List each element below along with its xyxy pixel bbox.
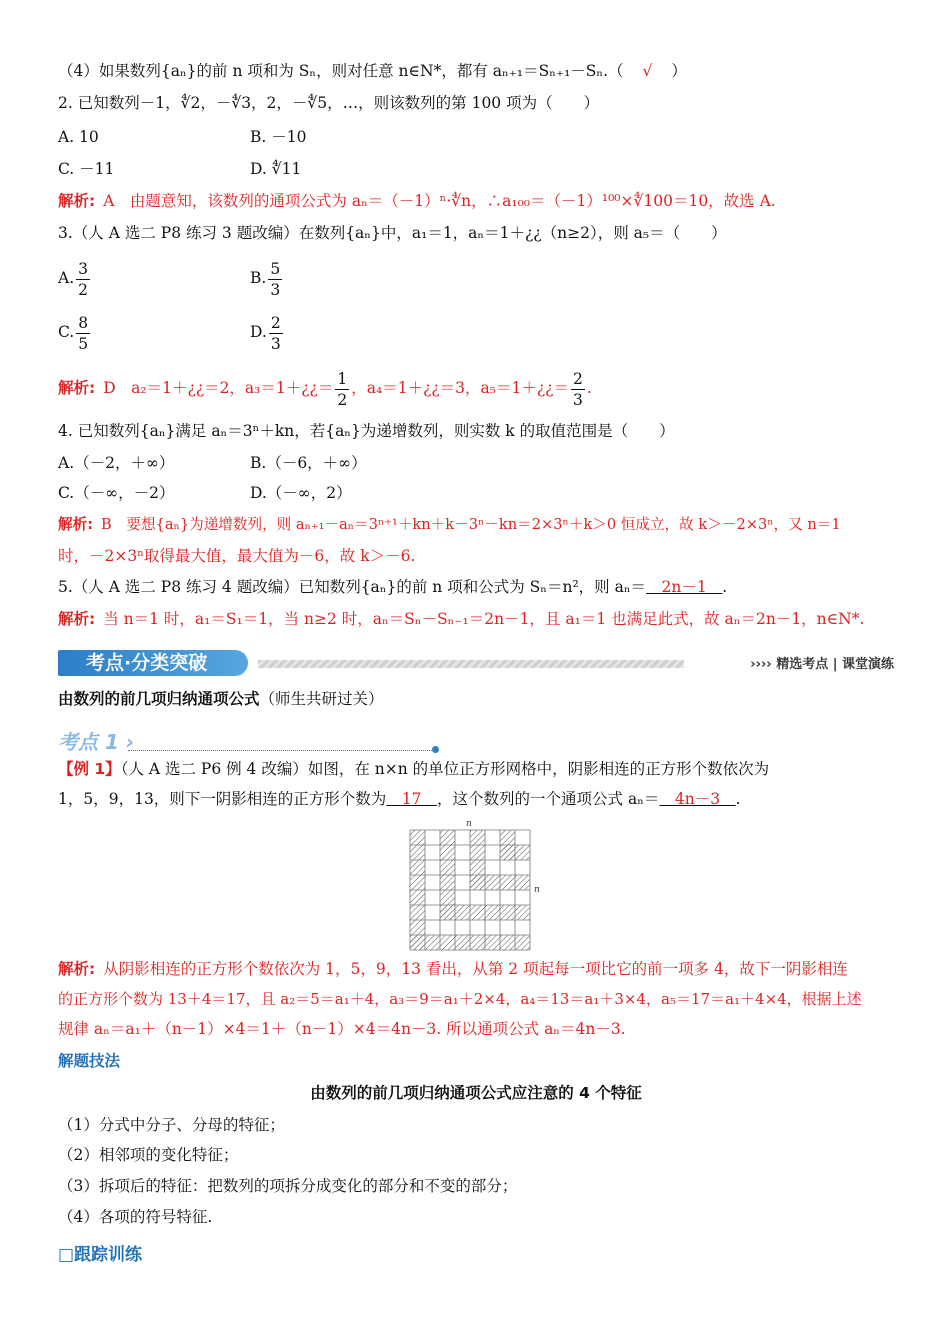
- method-item-2: （2）相邻项的变化特征；: [58, 1146, 239, 1164]
- shaded-cell: [410, 860, 425, 875]
- q3-option-d: D. $\frac{2}{3}$: [250, 313, 281, 353]
- shaded-cell: [455, 905, 470, 920]
- q-prev-4-answer: √: [642, 62, 653, 80]
- shaded-cell: [485, 905, 500, 920]
- method-item-1: （1）分式中分子、分母的特征；: [58, 1116, 285, 1134]
- q2-option-c: C. －11: [58, 160, 115, 178]
- q-prev-4-close: ）: [671, 62, 687, 80]
- shaded-cell: [410, 905, 425, 920]
- section-banner: [58, 648, 894, 680]
- q5-answer: 2n－1: [646, 578, 723, 596]
- method-heading: 解题技法: [58, 1052, 121, 1070]
- q2-stem: 2. 已知数列－1，∜2，－∜3，2，－∜5，…，则该数列的第 100 项为（ ）: [58, 94, 600, 112]
- shaded-cell: [515, 905, 530, 920]
- q4-stem: 4. 已知数列{aₙ}满足 aₙ＝3ⁿ＋kn，若{aₙ}为递增数列，则实数 k 的取值范围是（ ）: [58, 422, 675, 440]
- ex1-line2: 1，5，9，13，则下一阴影相连的正方形个数为 17 ，这个数列的一个通项公式 aₙ＝ 4n－3 .: [58, 790, 741, 808]
- q4-options-row1: [58, 452, 894, 474]
- q3-option-b: B. $\frac{5}{3}$: [250, 259, 281, 299]
- q2-options-row2: [58, 158, 894, 180]
- topic-line: [58, 688, 894, 710]
- shaded-cell: [500, 845, 515, 860]
- section-right-label: ›››› 精选考点 | 课堂演练: [750, 657, 894, 672]
- shaded-cell: [470, 830, 485, 845]
- q4-option-a: A.（－2，＋∞）: [58, 454, 175, 472]
- q4-solution-line1: [58, 514, 894, 536]
- shaded-cell: [410, 830, 425, 845]
- ex1-solution-line2: 的正方形个数为 13＋4＝17，且 a₂＝5＝a₁＋4，a₃＝9＝a₁＋2×4，a₄＝13＝a₁＋3×4，a₅＝17＝a₁＋4×4，根据上述: [58, 990, 862, 1008]
- shaded-cell: [440, 875, 455, 890]
- q4-solution-text1: B 要想{aₙ}为递增数列，则 aₙ₊₁－aₙ＝3ⁿ⁺¹＋kn＋k－3ⁿ－kn＝2×3ⁿ＋k＞0 恒成立，故 k＞－2×3ⁿ，又 n＝1: [101, 516, 841, 533]
- shaded-cell: [455, 935, 470, 950]
- ex1-blank1: 17: [386, 790, 438, 808]
- q2-options-row1: [58, 126, 894, 148]
- shaded-cell: [500, 830, 515, 845]
- ex1-solution-line1: 解析: 从阴影相连的正方形个数依次为 1，5，9，13 看出，从第 2 项起每一项比它的前一项多 4，故下一阴影相连: [58, 960, 848, 978]
- kaodian-dot: [432, 746, 439, 753]
- shaded-cell: [440, 905, 455, 920]
- q4-option-c: C.（－∞，－2）: [58, 484, 175, 502]
- q2-option-d: D. ∜11: [250, 160, 302, 178]
- grid-label-top: n: [466, 819, 472, 829]
- kaodian-title: 考点 1 ›: [58, 730, 135, 754]
- shaded-cell: [470, 845, 485, 860]
- shaded-cell: [440, 845, 455, 860]
- shaded-cell: [410, 920, 425, 935]
- ex1-blank2: 4n－3: [659, 790, 736, 808]
- q4-options-row2: [58, 482, 894, 504]
- q4-solution-line2: 时，－2×3ⁿ取得最大值，最大值为－6，故 k＞－6.: [58, 547, 416, 565]
- q4-solution-label: 解析:: [58, 516, 94, 533]
- shaded-cell: [485, 875, 500, 890]
- q4-option-d: D.（－∞，2）: [250, 484, 352, 502]
- track-training-heading: □跟踪训练: [58, 1245, 143, 1265]
- ex1-solution-line3: 规律 aₙ＝a₁＋（n－1）×4＝1＋（n－1）×4＝4n－3. 所以通项公式 aₙ＝4n－3.: [58, 1020, 626, 1038]
- q5-solution: [58, 608, 894, 630]
- shaded-cell: [500, 875, 515, 890]
- q-prev-4: [58, 60, 894, 82]
- kaodian-header: [58, 726, 438, 754]
- shaded-cell: [440, 935, 455, 950]
- shaded-cell: [470, 905, 485, 920]
- q5-solution-label: 解析:: [58, 610, 96, 628]
- q3-options-row2: [58, 312, 894, 354]
- shaded-cell: [470, 935, 485, 950]
- shaded-cell: [470, 875, 485, 890]
- shaded-cell: [500, 935, 515, 950]
- shaded-cell: [410, 935, 425, 950]
- shaded-cell: [515, 935, 530, 950]
- shaded-cell: [470, 860, 485, 875]
- q5-stem: 5.（人 A 选二 P8 练习 4 题改编）已知数列{aₙ}的前 n 项和公式为 Sₙ＝n²，则 aₙ＝ 2n－1 .: [58, 578, 728, 596]
- q2-solution-text: A 由题意知，该数列的通项公式为 aₙ＝（－1）ⁿ·∜n，∴a₁₀₀＝（－1）¹⁰⁰×∜100＝10，故选 A.: [103, 192, 776, 210]
- shaded-cell: [440, 890, 455, 905]
- q3-option-a: A. $\frac{3}{2}$: [58, 259, 88, 299]
- q4-option-b: B.（－6，＋∞）: [250, 454, 367, 472]
- q5-solution-text: 当 n＝1 时，a₁＝S₁＝1，当 n≥2 时，aₙ＝Sₙ－Sₙ₋₁＝2n－1，且 a₁＝1 也满足此式，故 aₙ＝2n－1，n∈N*.: [103, 610, 865, 628]
- q-prev-4-text: （4）如果数列{aₙ}的前 n 项和为 Sₙ，则对任意 n∈N*，都有 aₙ₊₁＝Sₙ₊₁－Sₙ.（: [58, 62, 624, 80]
- shaded-grid-figure: [408, 814, 548, 954]
- q3-solution: 解析: D a₂＝1＋¿¿＝2，a₃＝1＋¿¿＝ $\frac{1}{2}$ ，a₄＝1＋¿¿＝3，a₅＝1＋¿¿＝ $\frac{2}{3}$ .: [58, 369, 592, 409]
- shaded-cell: [515, 875, 530, 890]
- shaded-cell: [485, 935, 500, 950]
- shaded-cell: [440, 830, 455, 845]
- q2-option-b: B. －10: [250, 128, 307, 146]
- section-title: 考点·分类突破: [86, 652, 208, 674]
- method-item-4: （4）各项的符号特征.: [58, 1208, 213, 1226]
- topic-title: 由数列的前几项归纳通项公式: [58, 690, 260, 708]
- shaded-cell: [515, 845, 530, 860]
- shaded-cell: [425, 935, 440, 950]
- q2-option-a: A. 10: [58, 128, 99, 146]
- q3-stem: 3.（人 A 选二 P8 练习 3 题改编）在数列{aₙ}中，a₁＝1，aₙ＝1＋¿¿（n≥2），则 a₅＝（ ）: [58, 224, 727, 242]
- shaded-cell: [410, 890, 425, 905]
- section-bar: [258, 660, 684, 668]
- method-title: 由数列的前几项归纳通项公式应注意的 4 个特征: [310, 1084, 642, 1102]
- grid-label-right: n: [534, 885, 540, 895]
- kaodian-line: [128, 750, 436, 751]
- q3-option-c: C. $\frac{8}{5}$: [58, 313, 89, 353]
- ex1-line1: 【例 1】（人 A 选二 P6 例 4 改编）如图，在 n×n 的单位正方形网格中，阴影相连的正方形个数依次为: [58, 760, 770, 778]
- ex1-solution-label: 解析:: [58, 960, 96, 978]
- shaded-cell: [410, 875, 425, 890]
- shaded-grid-svg: [408, 814, 548, 954]
- ex1-tag: 【例 1】: [58, 760, 121, 778]
- shaded-cell: [410, 845, 425, 860]
- shaded-cell: [440, 860, 455, 875]
- q2-solution-label: 解析:: [58, 192, 96, 210]
- method-item-3: （3）拆项后的特征：把数列的项拆分成变化的部分和不变的部分；: [58, 1177, 518, 1195]
- q3-options-row1: [58, 258, 894, 300]
- shaded-cell: [500, 905, 515, 920]
- topic-note: （师生共研过关）: [259, 690, 384, 708]
- q2-solution: [58, 190, 894, 212]
- q3-solution-label: 解析:: [58, 379, 96, 397]
